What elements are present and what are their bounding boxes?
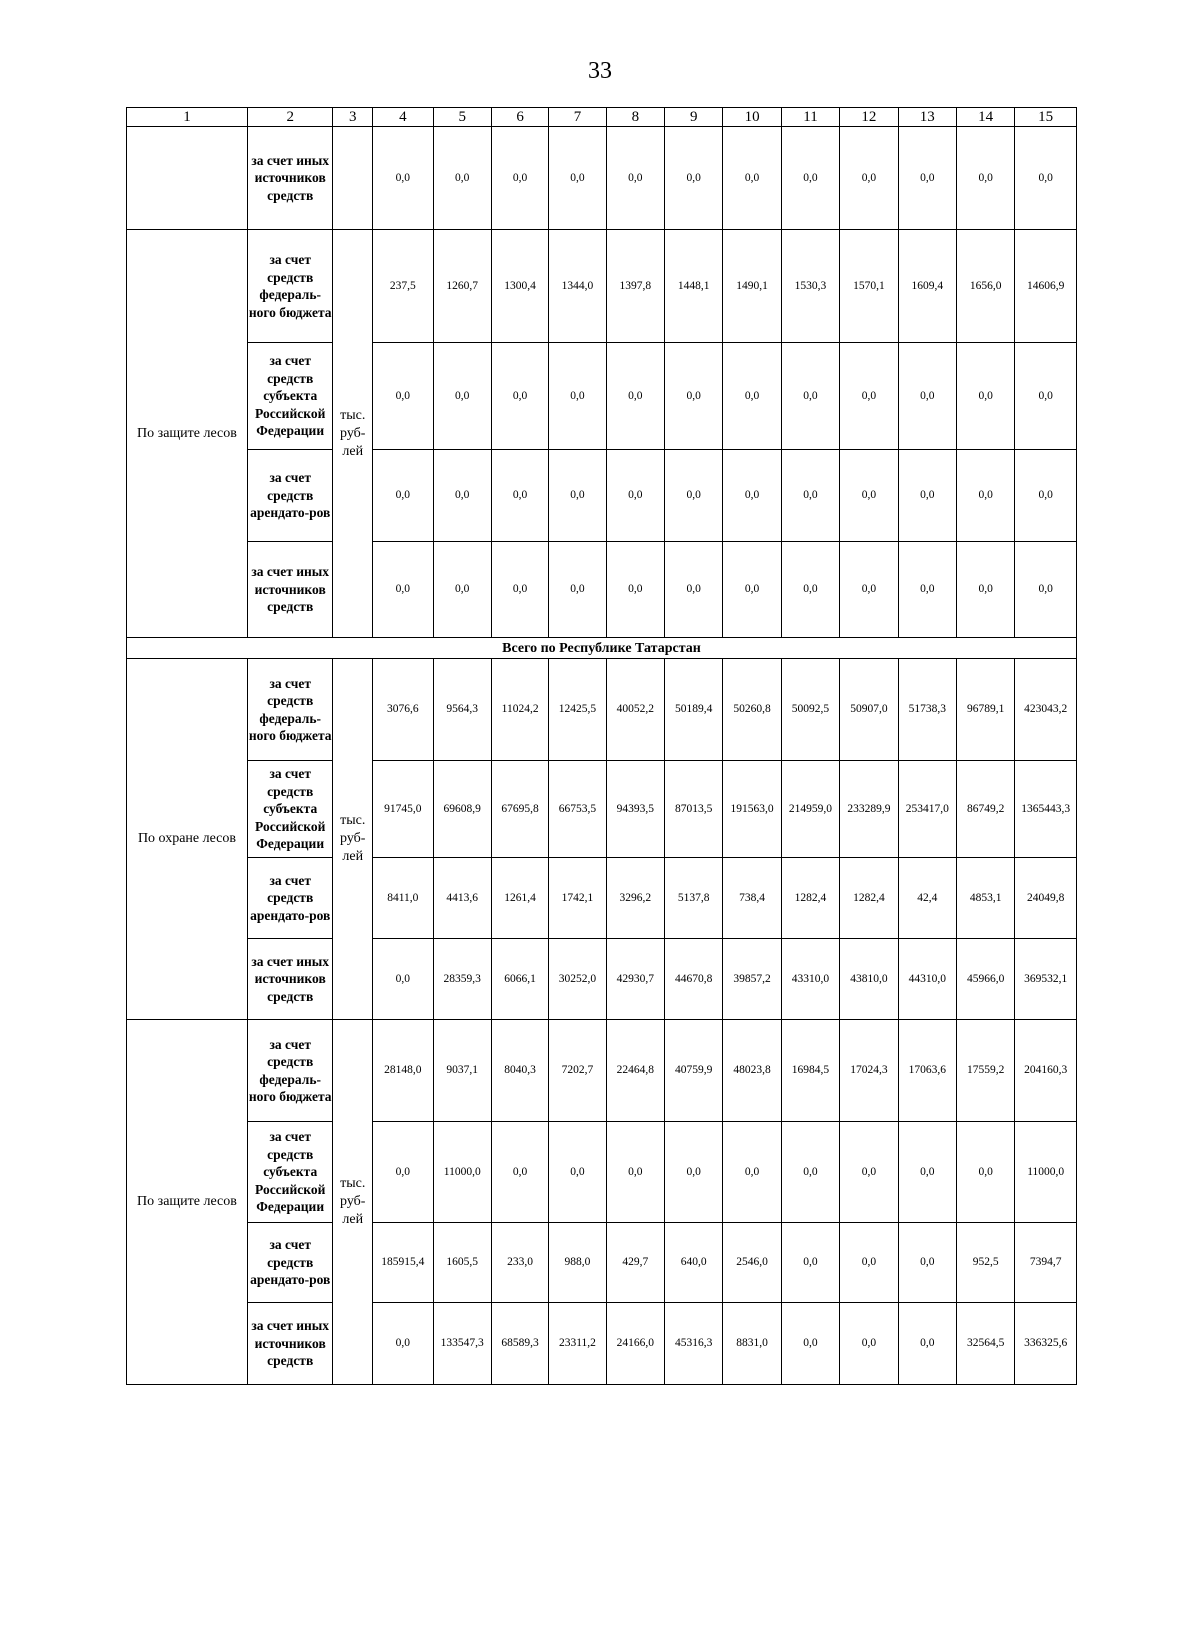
table-row bbox=[127, 542, 1077, 638]
table-row bbox=[127, 761, 1077, 858]
value-cell: 0,0 bbox=[665, 450, 723, 542]
value-cell: 0,0 bbox=[898, 542, 956, 638]
value-cell: 0,0 bbox=[491, 542, 548, 638]
table-row bbox=[127, 858, 1077, 939]
value-cell: 8831,0 bbox=[723, 1303, 781, 1385]
value-cell: 0,0 bbox=[491, 1122, 548, 1223]
value-cell: 1282,4 bbox=[781, 858, 839, 939]
value-cell: 48023,8 bbox=[723, 1020, 781, 1122]
value-cell: 0,0 bbox=[840, 1303, 898, 1385]
value-cell: 0,0 bbox=[549, 1122, 606, 1223]
value-cell: 0,0 bbox=[606, 127, 664, 230]
value-cell: 0,0 bbox=[781, 1223, 839, 1303]
value-cell: 0,0 bbox=[373, 1122, 433, 1223]
column-header: 8 bbox=[606, 108, 664, 127]
value-cell: 640,0 bbox=[665, 1223, 723, 1303]
value-cell: 7394,7 bbox=[1015, 1223, 1077, 1303]
value-cell: 0,0 bbox=[840, 450, 898, 542]
value-cell: 11000,0 bbox=[1015, 1122, 1077, 1223]
value-cell: 0,0 bbox=[433, 450, 491, 542]
value-cell: 1570,1 bbox=[840, 230, 898, 343]
value-cell: 0,0 bbox=[606, 450, 664, 542]
value-cell: 133547,3 bbox=[433, 1303, 491, 1385]
header-row bbox=[127, 108, 1077, 127]
value-cell: 0,0 bbox=[665, 542, 723, 638]
value-cell: 0,0 bbox=[898, 1223, 956, 1303]
value-cell: 0,0 bbox=[1015, 542, 1077, 638]
section-row bbox=[127, 638, 1077, 659]
value-cell: 0,0 bbox=[781, 1303, 839, 1385]
funding-source: за счет иных источников средств bbox=[247, 939, 333, 1020]
value-cell: 1365443,3 bbox=[1015, 761, 1077, 858]
table-row bbox=[127, 939, 1077, 1020]
value-cell: 87013,5 bbox=[665, 761, 723, 858]
value-cell: 0,0 bbox=[840, 1122, 898, 1223]
value-cell: 0,0 bbox=[956, 1122, 1014, 1223]
value-cell: 0,0 bbox=[433, 127, 491, 230]
column-header: 14 bbox=[956, 108, 1014, 127]
value-cell: 86749,2 bbox=[956, 761, 1014, 858]
value-cell: 0,0 bbox=[665, 1122, 723, 1223]
value-cell: 1397,8 bbox=[606, 230, 664, 343]
value-cell: 0,0 bbox=[606, 542, 664, 638]
value-cell: 94393,5 bbox=[606, 761, 664, 858]
table-row bbox=[127, 1303, 1077, 1385]
column-header: 13 bbox=[898, 108, 956, 127]
value-cell: 0,0 bbox=[1015, 127, 1077, 230]
value-cell: 68589,3 bbox=[491, 1303, 548, 1385]
value-cell: 0,0 bbox=[956, 127, 1014, 230]
value-cell: 1742,1 bbox=[549, 858, 606, 939]
value-cell: 0,0 bbox=[840, 127, 898, 230]
value-cell: 0,0 bbox=[723, 450, 781, 542]
value-cell: 45316,3 bbox=[665, 1303, 723, 1385]
value-cell: 253417,0 bbox=[898, 761, 956, 858]
value-cell: 0,0 bbox=[373, 450, 433, 542]
value-cell: 0,0 bbox=[491, 450, 548, 542]
value-cell: 30252,0 bbox=[549, 939, 606, 1020]
value-cell: 9564,3 bbox=[433, 659, 491, 761]
funding-source: за счет средств арендато-ров bbox=[247, 1223, 333, 1303]
value-cell: 0,0 bbox=[898, 450, 956, 542]
value-cell: 3076,6 bbox=[373, 659, 433, 761]
value-cell: 1261,4 bbox=[491, 858, 548, 939]
column-header: 5 bbox=[433, 108, 491, 127]
value-cell: 369532,1 bbox=[1015, 939, 1077, 1020]
value-cell: 0,0 bbox=[373, 939, 433, 1020]
funding-source: за счет средств субъекта Российской Федерации bbox=[247, 343, 333, 450]
value-cell: 1605,5 bbox=[433, 1223, 491, 1303]
value-cell: 40052,2 bbox=[606, 659, 664, 761]
value-cell: 43310,0 bbox=[781, 939, 839, 1020]
value-cell: 45966,0 bbox=[956, 939, 1014, 1020]
table-row bbox=[127, 1020, 1077, 1122]
value-cell: 0,0 bbox=[549, 450, 606, 542]
value-cell: 0,0 bbox=[665, 127, 723, 230]
value-cell: 1260,7 bbox=[433, 230, 491, 343]
value-cell: 40759,9 bbox=[665, 1020, 723, 1122]
column-header: 7 bbox=[549, 108, 606, 127]
value-cell: 0,0 bbox=[549, 542, 606, 638]
value-cell: 32564,5 bbox=[956, 1303, 1014, 1385]
value-cell: 0,0 bbox=[840, 343, 898, 450]
value-cell: 214959,0 bbox=[781, 761, 839, 858]
value-cell: 8411,0 bbox=[373, 858, 433, 939]
funding-source: за счет средств федераль-ного бюджета bbox=[247, 230, 333, 343]
value-cell: 0,0 bbox=[898, 127, 956, 230]
value-cell: 4853,1 bbox=[956, 858, 1014, 939]
value-cell: 0,0 bbox=[898, 1303, 956, 1385]
table-row bbox=[127, 230, 1077, 343]
category-cell: По охране лесов bbox=[127, 659, 248, 1020]
value-cell: 96789,1 bbox=[956, 659, 1014, 761]
value-cell: 5137,8 bbox=[665, 858, 723, 939]
table-row bbox=[127, 1223, 1077, 1303]
value-cell: 0,0 bbox=[956, 343, 1014, 450]
value-cell: 67695,8 bbox=[491, 761, 548, 858]
value-cell: 1300,4 bbox=[491, 230, 548, 343]
value-cell: 28359,3 bbox=[433, 939, 491, 1020]
value-cell: 0,0 bbox=[549, 127, 606, 230]
value-cell: 44310,0 bbox=[898, 939, 956, 1020]
value-cell: 43810,0 bbox=[840, 939, 898, 1020]
funding-source: за счет средств субъекта Российской Федерации bbox=[247, 1122, 333, 1223]
value-cell: 23311,2 bbox=[549, 1303, 606, 1385]
value-cell: 233289,9 bbox=[840, 761, 898, 858]
value-cell: 0,0 bbox=[373, 343, 433, 450]
value-cell: 7202,7 bbox=[549, 1020, 606, 1122]
value-cell: 50260,8 bbox=[723, 659, 781, 761]
column-header: 11 bbox=[781, 108, 839, 127]
value-cell: 191563,0 bbox=[723, 761, 781, 858]
table-row bbox=[127, 1122, 1077, 1223]
column-header: 2 bbox=[247, 108, 333, 127]
value-cell: 0,0 bbox=[491, 343, 548, 450]
value-cell: 988,0 bbox=[549, 1223, 606, 1303]
value-cell: 0,0 bbox=[723, 542, 781, 638]
value-cell: 336325,6 bbox=[1015, 1303, 1077, 1385]
column-header: 10 bbox=[723, 108, 781, 127]
value-cell: 0,0 bbox=[840, 1223, 898, 1303]
value-cell: 0,0 bbox=[606, 343, 664, 450]
value-cell: 12425,5 bbox=[549, 659, 606, 761]
value-cell: 0,0 bbox=[723, 1122, 781, 1223]
value-cell: 185915,4 bbox=[373, 1223, 433, 1303]
value-cell: 0,0 bbox=[665, 343, 723, 450]
value-cell: 952,5 bbox=[956, 1223, 1014, 1303]
value-cell: 14606,9 bbox=[1015, 230, 1077, 343]
table-row bbox=[127, 659, 1077, 761]
value-cell: 1448,1 bbox=[665, 230, 723, 343]
value-cell: 2546,0 bbox=[723, 1223, 781, 1303]
budget-table bbox=[126, 107, 1077, 1385]
value-cell: 50189,4 bbox=[665, 659, 723, 761]
page-number: 33 bbox=[588, 58, 612, 84]
value-cell: 16984,5 bbox=[781, 1020, 839, 1122]
value-cell: 1344,0 bbox=[549, 230, 606, 343]
value-cell: 42,4 bbox=[898, 858, 956, 939]
value-cell: 0,0 bbox=[781, 542, 839, 638]
value-cell: 8040,3 bbox=[491, 1020, 548, 1122]
category-cell: По защите лесов bbox=[127, 230, 248, 638]
category-cell bbox=[127, 127, 248, 230]
value-cell: 42930,7 bbox=[606, 939, 664, 1020]
column-header: 12 bbox=[840, 108, 898, 127]
column-header: 4 bbox=[373, 108, 433, 127]
value-cell: 0,0 bbox=[373, 127, 433, 230]
value-cell: 0,0 bbox=[1015, 343, 1077, 450]
value-cell: 51738,3 bbox=[898, 659, 956, 761]
value-cell: 66753,5 bbox=[549, 761, 606, 858]
value-cell: 233,0 bbox=[491, 1223, 548, 1303]
funding-source: за счет средств федераль-ного бюджета bbox=[247, 1020, 333, 1122]
unit-cell: тыс. руб-лей bbox=[333, 659, 373, 1020]
value-cell: 1656,0 bbox=[956, 230, 1014, 343]
value-cell: 1530,3 bbox=[781, 230, 839, 343]
value-cell: 0,0 bbox=[723, 127, 781, 230]
value-cell: 0,0 bbox=[433, 343, 491, 450]
table-row bbox=[127, 343, 1077, 450]
value-cell: 738,4 bbox=[723, 858, 781, 939]
value-cell: 9037,1 bbox=[433, 1020, 491, 1122]
funding-source: за счет средств арендато-ров bbox=[247, 450, 333, 542]
value-cell: 1282,4 bbox=[840, 858, 898, 939]
column-header: 15 bbox=[1015, 108, 1077, 127]
value-cell: 17024,3 bbox=[840, 1020, 898, 1122]
value-cell: 22464,8 bbox=[606, 1020, 664, 1122]
value-cell: 0,0 bbox=[781, 127, 839, 230]
value-cell: 50907,0 bbox=[840, 659, 898, 761]
value-cell: 429,7 bbox=[606, 1223, 664, 1303]
value-cell: 423043,2 bbox=[1015, 659, 1077, 761]
column-header: 1 bbox=[127, 108, 248, 127]
value-cell: 0,0 bbox=[549, 343, 606, 450]
value-cell: 0,0 bbox=[723, 343, 781, 450]
unit-cell: тыс. руб-лей bbox=[333, 230, 373, 638]
value-cell: 11000,0 bbox=[433, 1122, 491, 1223]
funding-source: за счет иных источников средств bbox=[247, 127, 333, 230]
value-cell: 69608,9 bbox=[433, 761, 491, 858]
value-cell: 0,0 bbox=[433, 542, 491, 638]
value-cell: 0,0 bbox=[373, 542, 433, 638]
table-row bbox=[127, 127, 1077, 230]
value-cell: 11024,2 bbox=[491, 659, 548, 761]
value-cell: 0,0 bbox=[1015, 450, 1077, 542]
value-cell: 0,0 bbox=[898, 1122, 956, 1223]
section-title: Всего по Республике Татарстан bbox=[127, 638, 1077, 659]
table-row bbox=[127, 450, 1077, 542]
value-cell: 0,0 bbox=[781, 1122, 839, 1223]
value-cell: 1490,1 bbox=[723, 230, 781, 343]
value-cell: 0,0 bbox=[956, 542, 1014, 638]
funding-source: за счет средств субъекта Российской Федерации bbox=[247, 761, 333, 858]
value-cell: 50092,5 bbox=[781, 659, 839, 761]
value-cell: 0,0 bbox=[956, 450, 1014, 542]
value-cell: 17559,2 bbox=[956, 1020, 1014, 1122]
column-header: 3 bbox=[333, 108, 373, 127]
value-cell: 0,0 bbox=[373, 1303, 433, 1385]
value-cell: 0,0 bbox=[606, 1122, 664, 1223]
unit-cell bbox=[333, 127, 373, 230]
value-cell: 28148,0 bbox=[373, 1020, 433, 1122]
value-cell: 204160,3 bbox=[1015, 1020, 1077, 1122]
value-cell: 24049,8 bbox=[1015, 858, 1077, 939]
funding-source: за счет средств федераль-ного бюджета bbox=[247, 659, 333, 761]
value-cell: 1609,4 bbox=[898, 230, 956, 343]
funding-source: за счет иных источников средств bbox=[247, 542, 333, 638]
value-cell: 91745,0 bbox=[373, 761, 433, 858]
value-cell: 17063,6 bbox=[898, 1020, 956, 1122]
value-cell: 3296,2 bbox=[606, 858, 664, 939]
value-cell: 0,0 bbox=[491, 127, 548, 230]
value-cell: 0,0 bbox=[840, 542, 898, 638]
value-cell: 0,0 bbox=[781, 343, 839, 450]
value-cell: 44670,8 bbox=[665, 939, 723, 1020]
unit-cell: тыс. руб-лей bbox=[333, 1020, 373, 1385]
funding-source: за счет иных источников средств bbox=[247, 1303, 333, 1385]
value-cell: 237,5 bbox=[373, 230, 433, 343]
value-cell: 39857,2 bbox=[723, 939, 781, 1020]
value-cell: 6066,1 bbox=[491, 939, 548, 1020]
value-cell: 0,0 bbox=[781, 450, 839, 542]
column-header: 6 bbox=[491, 108, 548, 127]
funding-source: за счет средств арендато-ров bbox=[247, 858, 333, 939]
category-cell: По защите лесов bbox=[127, 1020, 248, 1385]
value-cell: 0,0 bbox=[898, 343, 956, 450]
value-cell: 24166,0 bbox=[606, 1303, 664, 1385]
value-cell: 4413,6 bbox=[433, 858, 491, 939]
column-header: 9 bbox=[665, 108, 723, 127]
